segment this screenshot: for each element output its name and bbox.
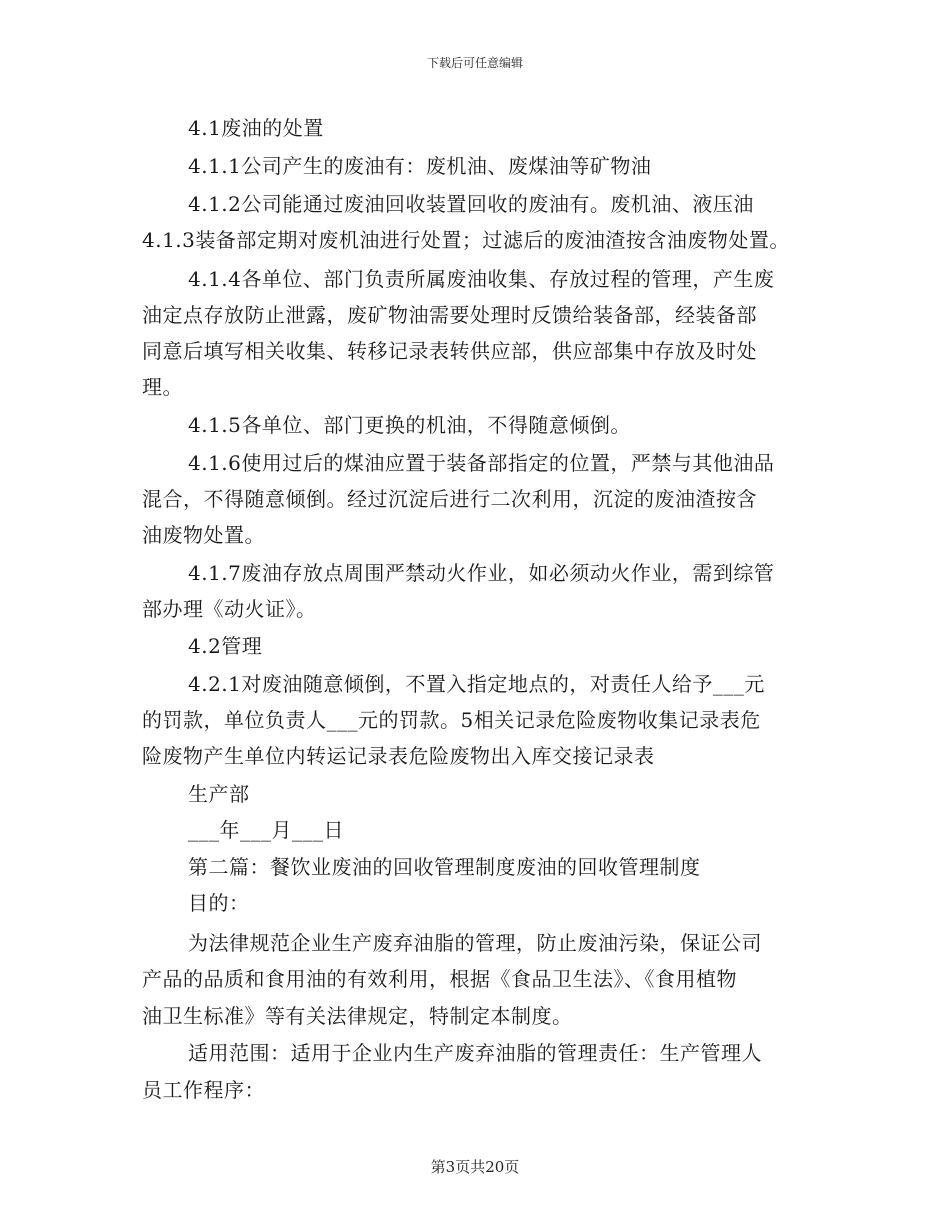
signature-date: ___年___月___日 [188, 818, 344, 842]
paragraph-4-1-4-line-4: 理。 [142, 375, 183, 399]
signature-department: 生产部 [188, 782, 250, 806]
paragraph-4-1-7-line-2: 部办理《动火证》。 [142, 597, 317, 621]
page-number: 第3页共20页 [430, 1158, 520, 1176]
paragraph-4-1-1: 4.1.1公司产生的废油有：废机油、废煤油等矿物油 [188, 154, 652, 178]
paragraph-4-1-6-line-3: 油废物处置。 [142, 523, 265, 547]
paragraph-4-1-6-line-1: 4.1.6使用过后的煤油应置于装备部指定的位置，严禁与其他油品 [188, 451, 775, 475]
paragraph-4-2-1-line-3: 险废物产生单位内转运记录表危险废物出入库交接记录表 [142, 744, 655, 768]
paragraph-4-1-6-line-2: 混合，不得随意倾倒。经过沉淀后进行二次利用，沉淀的废油渣按含 [142, 487, 757, 511]
paragraph-4-1-2: 4.1.2公司能通过废油回收装置回收的废油有。废机油、液压油 [188, 192, 754, 216]
page-header: 下载后可任意编辑 [426, 56, 523, 70]
paragraph-4-2-1-line-1: 4.2.1对废油随意倾倒，不置入指定地点的，对责任人给予___元 [188, 672, 765, 696]
purpose-heading: 目的： [188, 891, 250, 915]
chapter-two-title: 第二篇：餐饮业废油的回收管理制度废油的回收管理制度 [188, 855, 701, 879]
purpose-paragraph-line-3: 油卫生标准》等有关法律规定，特制定本制度。 [142, 1004, 573, 1028]
paragraph-4-1-4-line-1: 4.1.4各单位、部门负责所属废油收集、存放过程的管理，产生废 [188, 267, 775, 291]
paragraph-4-1-3: 4.1.3装备部定期对废机油进行处置；过滤后的废油渣按含油废物处置。 [142, 228, 790, 252]
section-heading-4-2: 4.2管理 [188, 634, 263, 658]
scope-paragraph-line-1: 适用范围：适用于企业内生产废弃油脂的管理责任：生产管理人 [188, 1041, 762, 1065]
scope-paragraph-line-2: 员工作程序： [142, 1078, 265, 1102]
purpose-paragraph-line-2: 产品的品质和食用油的有效利用，根据《食品卫生法》、《食用植物 [142, 967, 737, 991]
paragraph-4-1-7-line-1: 4.1.7废油存放点周围严禁动火作业，如必须动火作业，需到综管 [188, 561, 775, 585]
purpose-paragraph-line-1: 为法律规范企业生产废弃油脂的管理，防止废油污染，保证公司 [188, 931, 762, 955]
section-heading-4-1: 4.1废油的处置 [188, 116, 324, 140]
paragraph-4-1-4-line-2: 油定点存放防止泄露，废矿物油需要处理时反馈给装备部，经装备部 [142, 303, 757, 327]
paragraph-4-2-1-line-2: 的罚款，单位负责人___元的罚款。5相关记录危险废物收集记录表危 [142, 708, 761, 732]
paragraph-4-1-5: 4.1.5各单位、部门更换的机油，不得随意倾倒。 [188, 413, 631, 437]
paragraph-4-1-4-line-3: 同意后填写相关收集、转移记录表转供应部，供应部集中存放及时处 [142, 339, 757, 363]
